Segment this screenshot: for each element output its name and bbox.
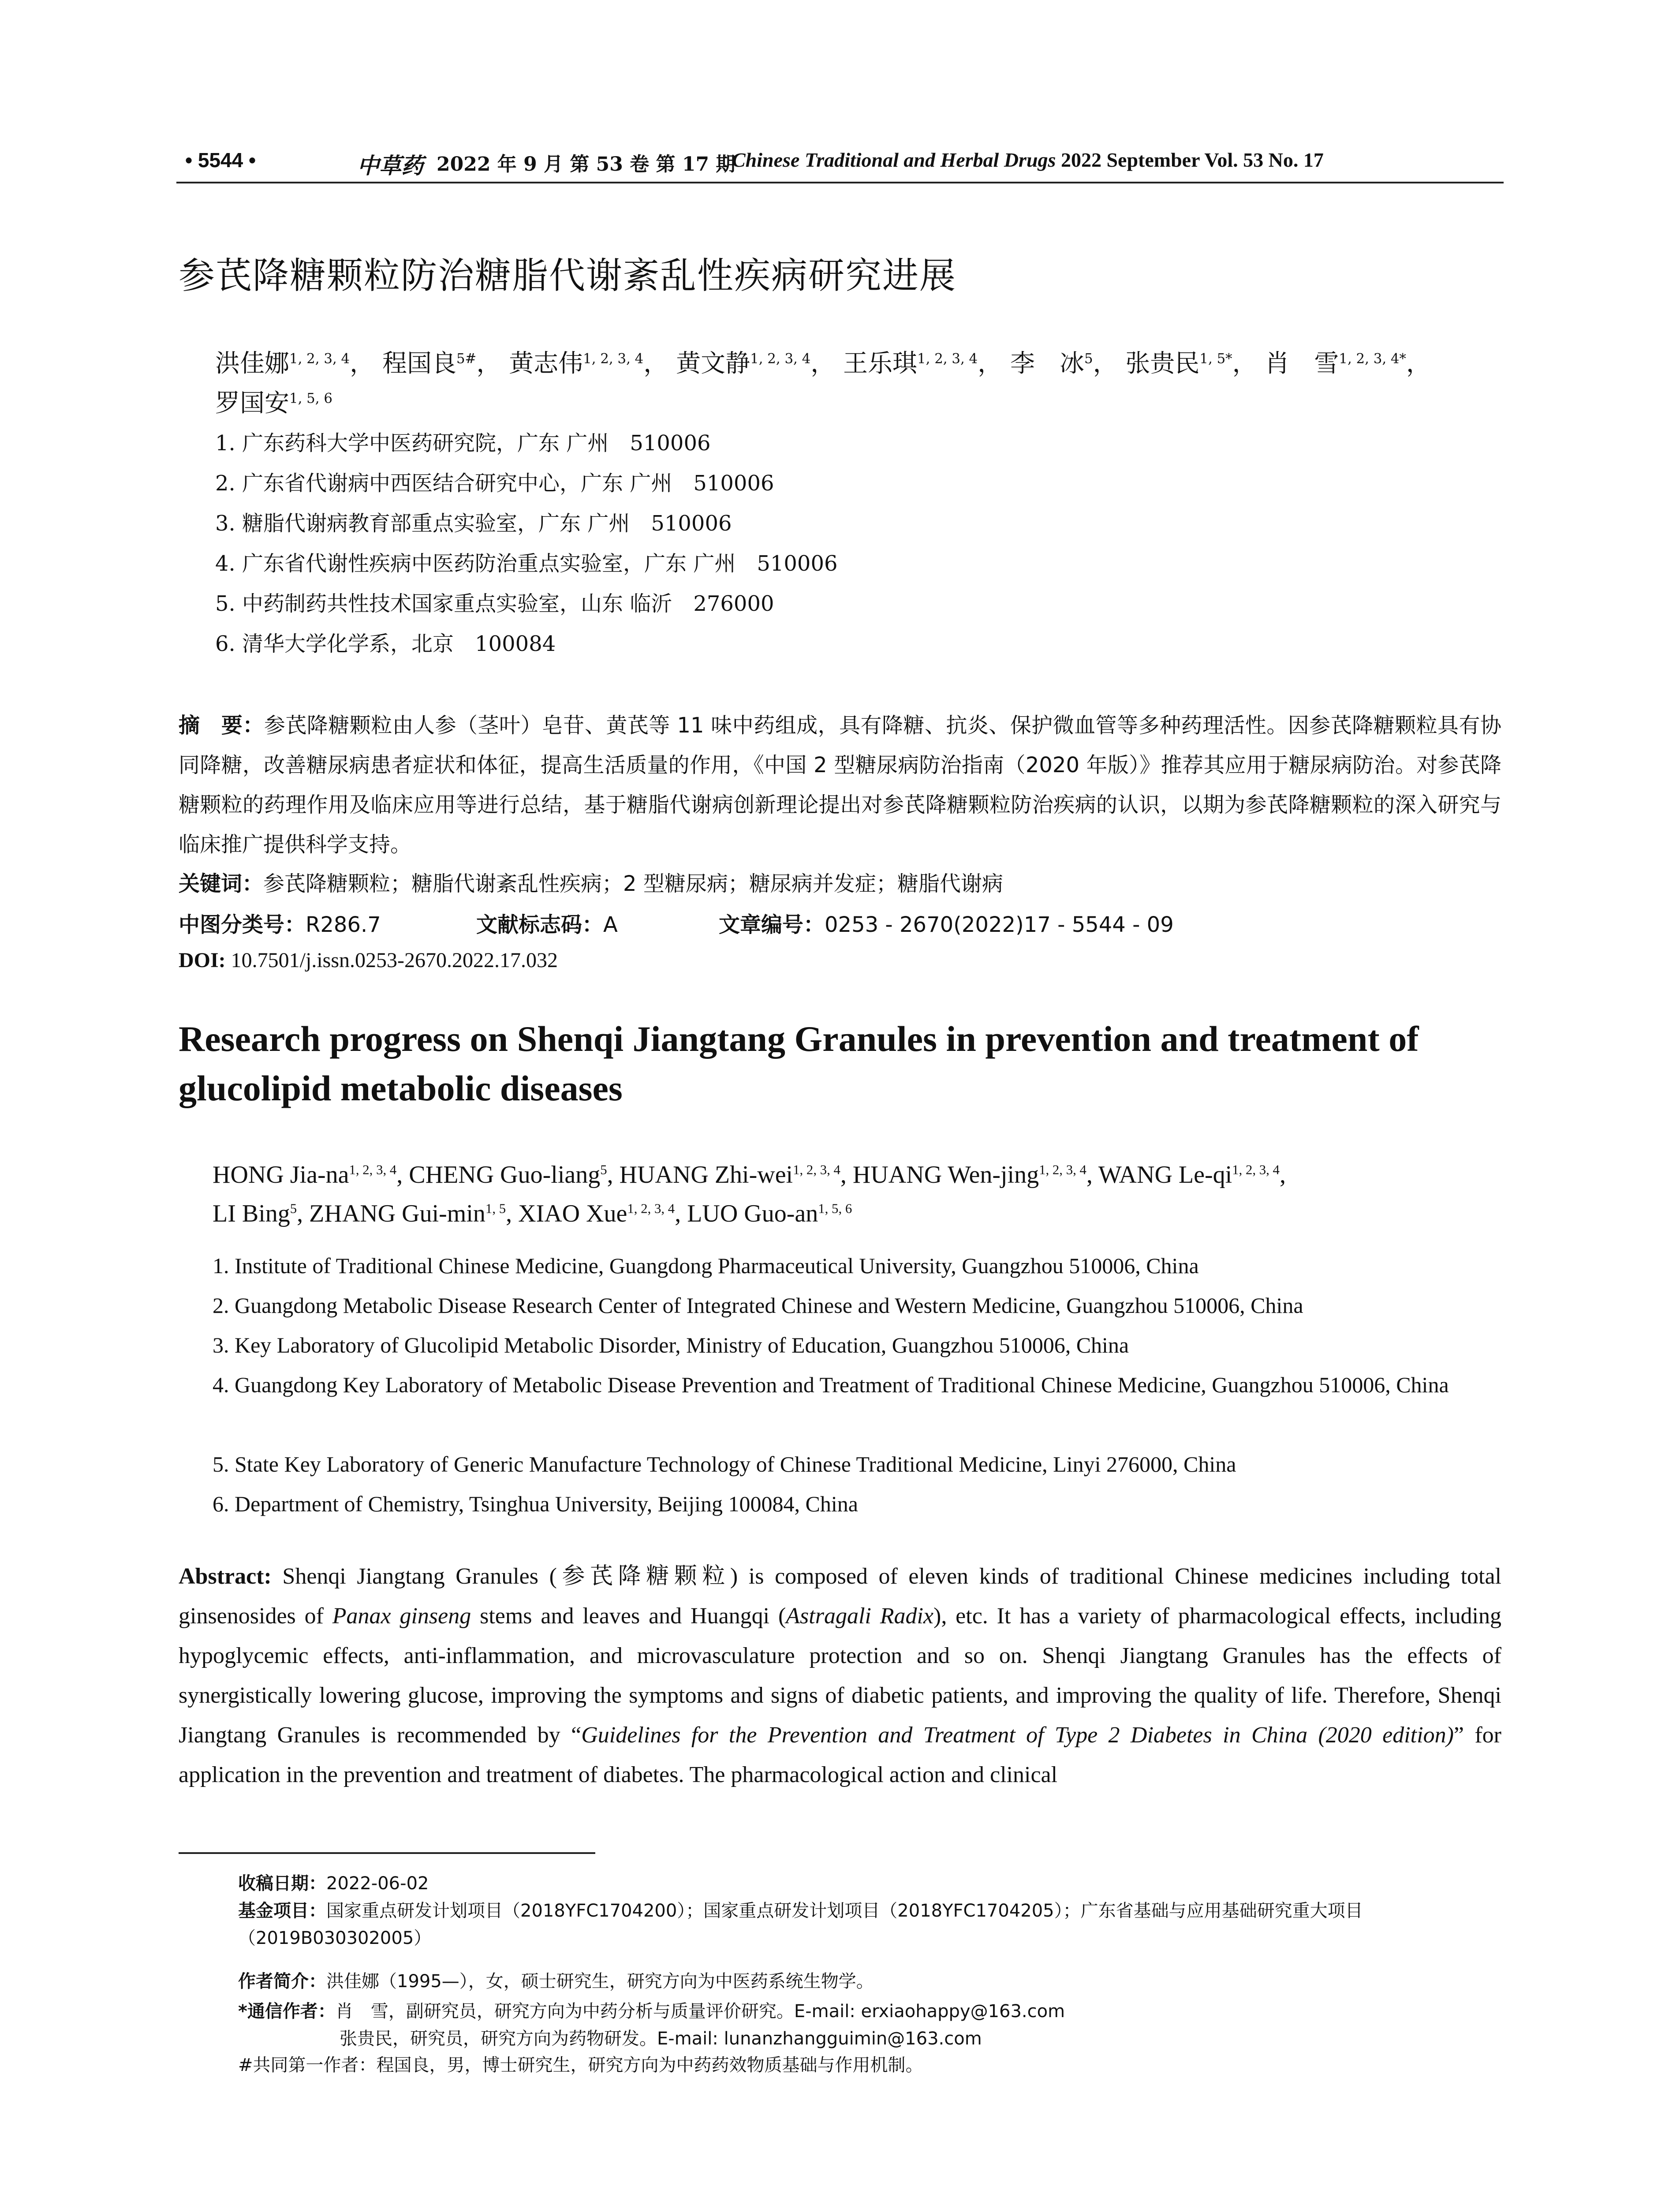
cn-author: 罗国安$^{1, 5, 6}$ — [215, 389, 332, 418]
en-abstract: Abstract: Shenqi Jiangtang Granules (参芪降糖颗粒) is composed of eleven kinds of traditional Chinese medicines including total ginsenosides of Panax ginseng stems and leaves and Huangqi (Astragali Radix), etc. It has a variety of pharmacological effects, including hypoglycemic effects, anti-inflammation, and microvasculature protection and so on. Shenqi Jiangtang Granules has the effects of synergistically lowering glucose, improving the symptoms and signs of diabetic patients, and improving the quality of life. Therefore, Shenqi Jiangtang Granules is recommended by “Guidelines for the Prevention and Treatment of Type 2 Diabetes in China (2020 edition)” for application in the prevention and treatment of diabetes. The pharmacological action and clinical — [179, 1564, 1501, 1787]
cn-affiliation: 4. 广东省代谢性疾病中医药防治重点实验室，广东 广州 510006 — [215, 551, 838, 576]
footnote-fund: 基金项目：国家重点研发计划项目（2018YFC1704200）；国家重点研发计划项目（2018YFC1704205）；广东省基础与应用基础研究重大项目（2019B030302005） — [238, 1901, 1363, 1948]
cn-classification-line — [179, 908, 1501, 937]
cn-affiliation: 5. 中药制药共性技术国家重点实验室，山东 临沂 276000 — [215, 591, 774, 616]
cn-author: 黄文静$^{1, 2, 3, 4}$ — [676, 349, 811, 378]
doi-label: DOI: — [179, 949, 226, 972]
cn-abstract-label: 摘 要： — [179, 713, 264, 738]
cn-author: 肖 雪$^{1, 2, 3, 4*}$ — [1265, 349, 1406, 378]
cn-affiliation: 1. 广东药科大学中医药研究院，广东 广州 510006 — [215, 431, 711, 456]
en-author: XIAO Xue$^{1, 2, 3, 4}$ — [518, 1200, 675, 1227]
en-author-list: HONG Jia-na$^{1, 2, 3, 4}$, CHENG Guo-liang$^5$, HUANG Zhi-wei$^{1, 2, 3, 4}$, HUANG Wen-jing$^{1, 2, 3, 4}$, WANG Le-qi$^{1, 2, 3, 4}$, LI Bing$^5$, ZHANG Gui-$\min^{1, 5}$, XIAO Xue$^{1, 2, 3, 4}$, LUO Guo-an$^{1, 5, 6}$ — [213, 1161, 1286, 1227]
cn-affiliation: 3. 糖脂代谢病教育部重点实验室，广东 广州 510006 — [215, 511, 732, 536]
en-title: Research progress on Shenqi Jiangtang Granules in prevention and treatment of glucolipid metabolic diseases — [179, 1019, 1419, 1108]
en-issue-text: 2022 September Vol. 53 No. 17 — [1056, 149, 1324, 171]
footnote-cofirst-author: #共同第一作者：程国良，男，博士研究生，研究方向为中药药效物质基础与作用机制。 — [238, 2055, 923, 2075]
en-affiliation: 2. Guangdong Metabolic Disease Research Center of Integrated Chinese and Western Medicine, Guangzhou 510006, China — [213, 1293, 1303, 1318]
en-abstract-label: Abstract: — [179, 1564, 272, 1589]
en-journal-name: Chinese Traditional and Herbal Drugs — [732, 149, 1056, 171]
en-author: HONG Jia-na$^{1, 2, 3, 4}$ — [213, 1161, 397, 1188]
en-affiliation: 4. Guangdong Key Laboratory of Metabolic Disease Prevention and Treatment of Traditional Chinese Medicine, Guangzhou 510006, China — [213, 1372, 1449, 1397]
cn-keywords — [179, 867, 1003, 897]
cn-abstract-text: 参芪降糖颗粒由人参（茎叶）皂苷、黄芪等 11 味中药组成，具有降糖、抗炎、保护微血管等多种药理活性。因参芪降糖颗粒具有协同降糖，改善糖尿病患者症状和体征，提高生活质量的作用，《中国 2 型糖尿病防治指南（2020 年版）》推荐其应用于糖尿病防治。对参芪降糖颗粒的药理作用及临床应用等进行总结，基于糖脂代谢病创新理论提出对参芪降糖颗粒防治疾病的认识，以期为参芪降糖颗粒的深入研究与临床推广提供科学支持。 — [179, 713, 1501, 857]
doc-code-field: 文献标志码：A — [476, 912, 618, 937]
keywords-text: 参芪降糖颗粒；糖脂代谢紊乱性疾病；2 型糖尿病；糖尿病并发症；糖脂代谢病 — [263, 871, 1003, 896]
cn-author: 李 冰$^5$ — [1010, 349, 1093, 378]
keywords-label: 关键词： — [179, 871, 264, 896]
cn-author: 黄志伟$^{1, 2, 3, 4}$ — [509, 349, 644, 378]
footnote-corresponding: *通信作者：肖 雪，副研究员，研究方向为中药分析与质量评价研究。E-mail: erxiaohappy@163.com — [238, 2001, 1065, 2022]
footnote-divider — [179, 1852, 595, 1854]
doi-link[interactable]: 10.7501/j.issn.0253-2670.2022.17.032 — [225, 949, 558, 972]
en-affiliation: 3. Key Laboratory of Glucolipid Metabolic Disorder, Ministry of Education, Guangzhou 510006, China — [213, 1333, 1129, 1357]
cn-title: 参芪降糖颗粒防治糖脂代谢紊乱性疾病研究进展 — [179, 255, 957, 297]
page-number: • 5544 • — [185, 149, 256, 172]
en-author: WANG Le-qi$^{1, 2, 3, 4}$ — [1098, 1161, 1280, 1188]
cn-affiliation: 6. 清华大学化学系，北京 100084 — [215, 632, 556, 656]
en-author: LI Bing$^5$ — [213, 1200, 297, 1227]
cn-issue-info: 2022 年 9 月 第 53 卷 第 17 期 — [437, 153, 735, 176]
cn-author-list: 洪佳娜$^{1, 2, 3, 4}$， 程国良$^{5\#}$， 黄志伟$^{1, 2, 3, 4}$， 黄文静$^{1, 2, 3, 4}$， 王乐琪$^{1, 2, 3, 4}$， 李 冰$^5$， 张贵民$^{1, 5*}$， 肖 雪$^{1, 2, 3, 4*}$， 罗国安$^{1, 5, 6}$ — [215, 349, 1431, 418]
cn-author: 王乐琪$^{1, 2, 3, 4}$ — [843, 349, 978, 378]
en-author: HUANG Zhi-wei$^{1, 2, 3, 4}$ — [619, 1161, 840, 1188]
en-author: LUO Guo-an$^{1, 5, 6}$ — [687, 1200, 852, 1227]
cn-author: 程国良$^{5\#}$ — [382, 349, 477, 378]
cn-author: 洪佳娜$^{1, 2, 3, 4}$ — [215, 349, 350, 378]
en-affiliation: 1. Institute of Traditional Chinese Medicine, Guangdong Pharmaceutical University, Guangzhou 510006, China — [213, 1253, 1199, 1278]
en-affiliation: 6. Department of Chemistry, Tsinghua University, Beijing 100084, China — [213, 1491, 858, 1516]
footnote-corresponding-2: 张贵民，研究员，研究方向为药物研发。E-mail: lunanzhangguimin@163.com — [340, 2029, 982, 2049]
doi-line — [179, 948, 558, 972]
en-issue-info — [732, 148, 1324, 172]
cn-author: 张贵民$^{1, 5*}$ — [1125, 349, 1232, 378]
en-author: ZHANG Gui-$\min^{1, 5}$ — [309, 1200, 506, 1227]
cn-abstract — [179, 706, 1501, 864]
corr-author-1: 肖 雪，副研究员，研究方向为中药分析与质量评价研究。E-mail: erxiaohappy@163.com — [335, 2001, 1065, 2022]
running-header — [176, 141, 1504, 183]
journal-logo: 中草药 — [357, 153, 423, 179]
footnote-received: 收稿日期：2022-06-02 — [238, 1873, 429, 1894]
article-number-field: 文章编号：0253 - 2670(2022)17 - 5544 - 09 — [719, 912, 1174, 937]
en-affiliation: 5. State Key Laboratory of Generic Manufacture Technology of Chinese Traditional Medicine, Linyi 276000, China — [213, 1452, 1236, 1476]
en-author: HUANG Wen-jing$^{1, 2, 3, 4}$ — [852, 1161, 1086, 1188]
cn-affiliation: 2. 广东省代谢病中西医结合研究中心，广东 广州 510006 — [215, 471, 774, 496]
en-author: CHENG Guo-liang$^5$ — [409, 1161, 607, 1188]
footnote-author-bio: 作者简介：洪佳娜（1995—），女，硕士研究生，研究方向为中医药系统生物学。 — [238, 1971, 874, 1992]
clc-field: 中图分类号：R286.7 — [179, 912, 381, 937]
